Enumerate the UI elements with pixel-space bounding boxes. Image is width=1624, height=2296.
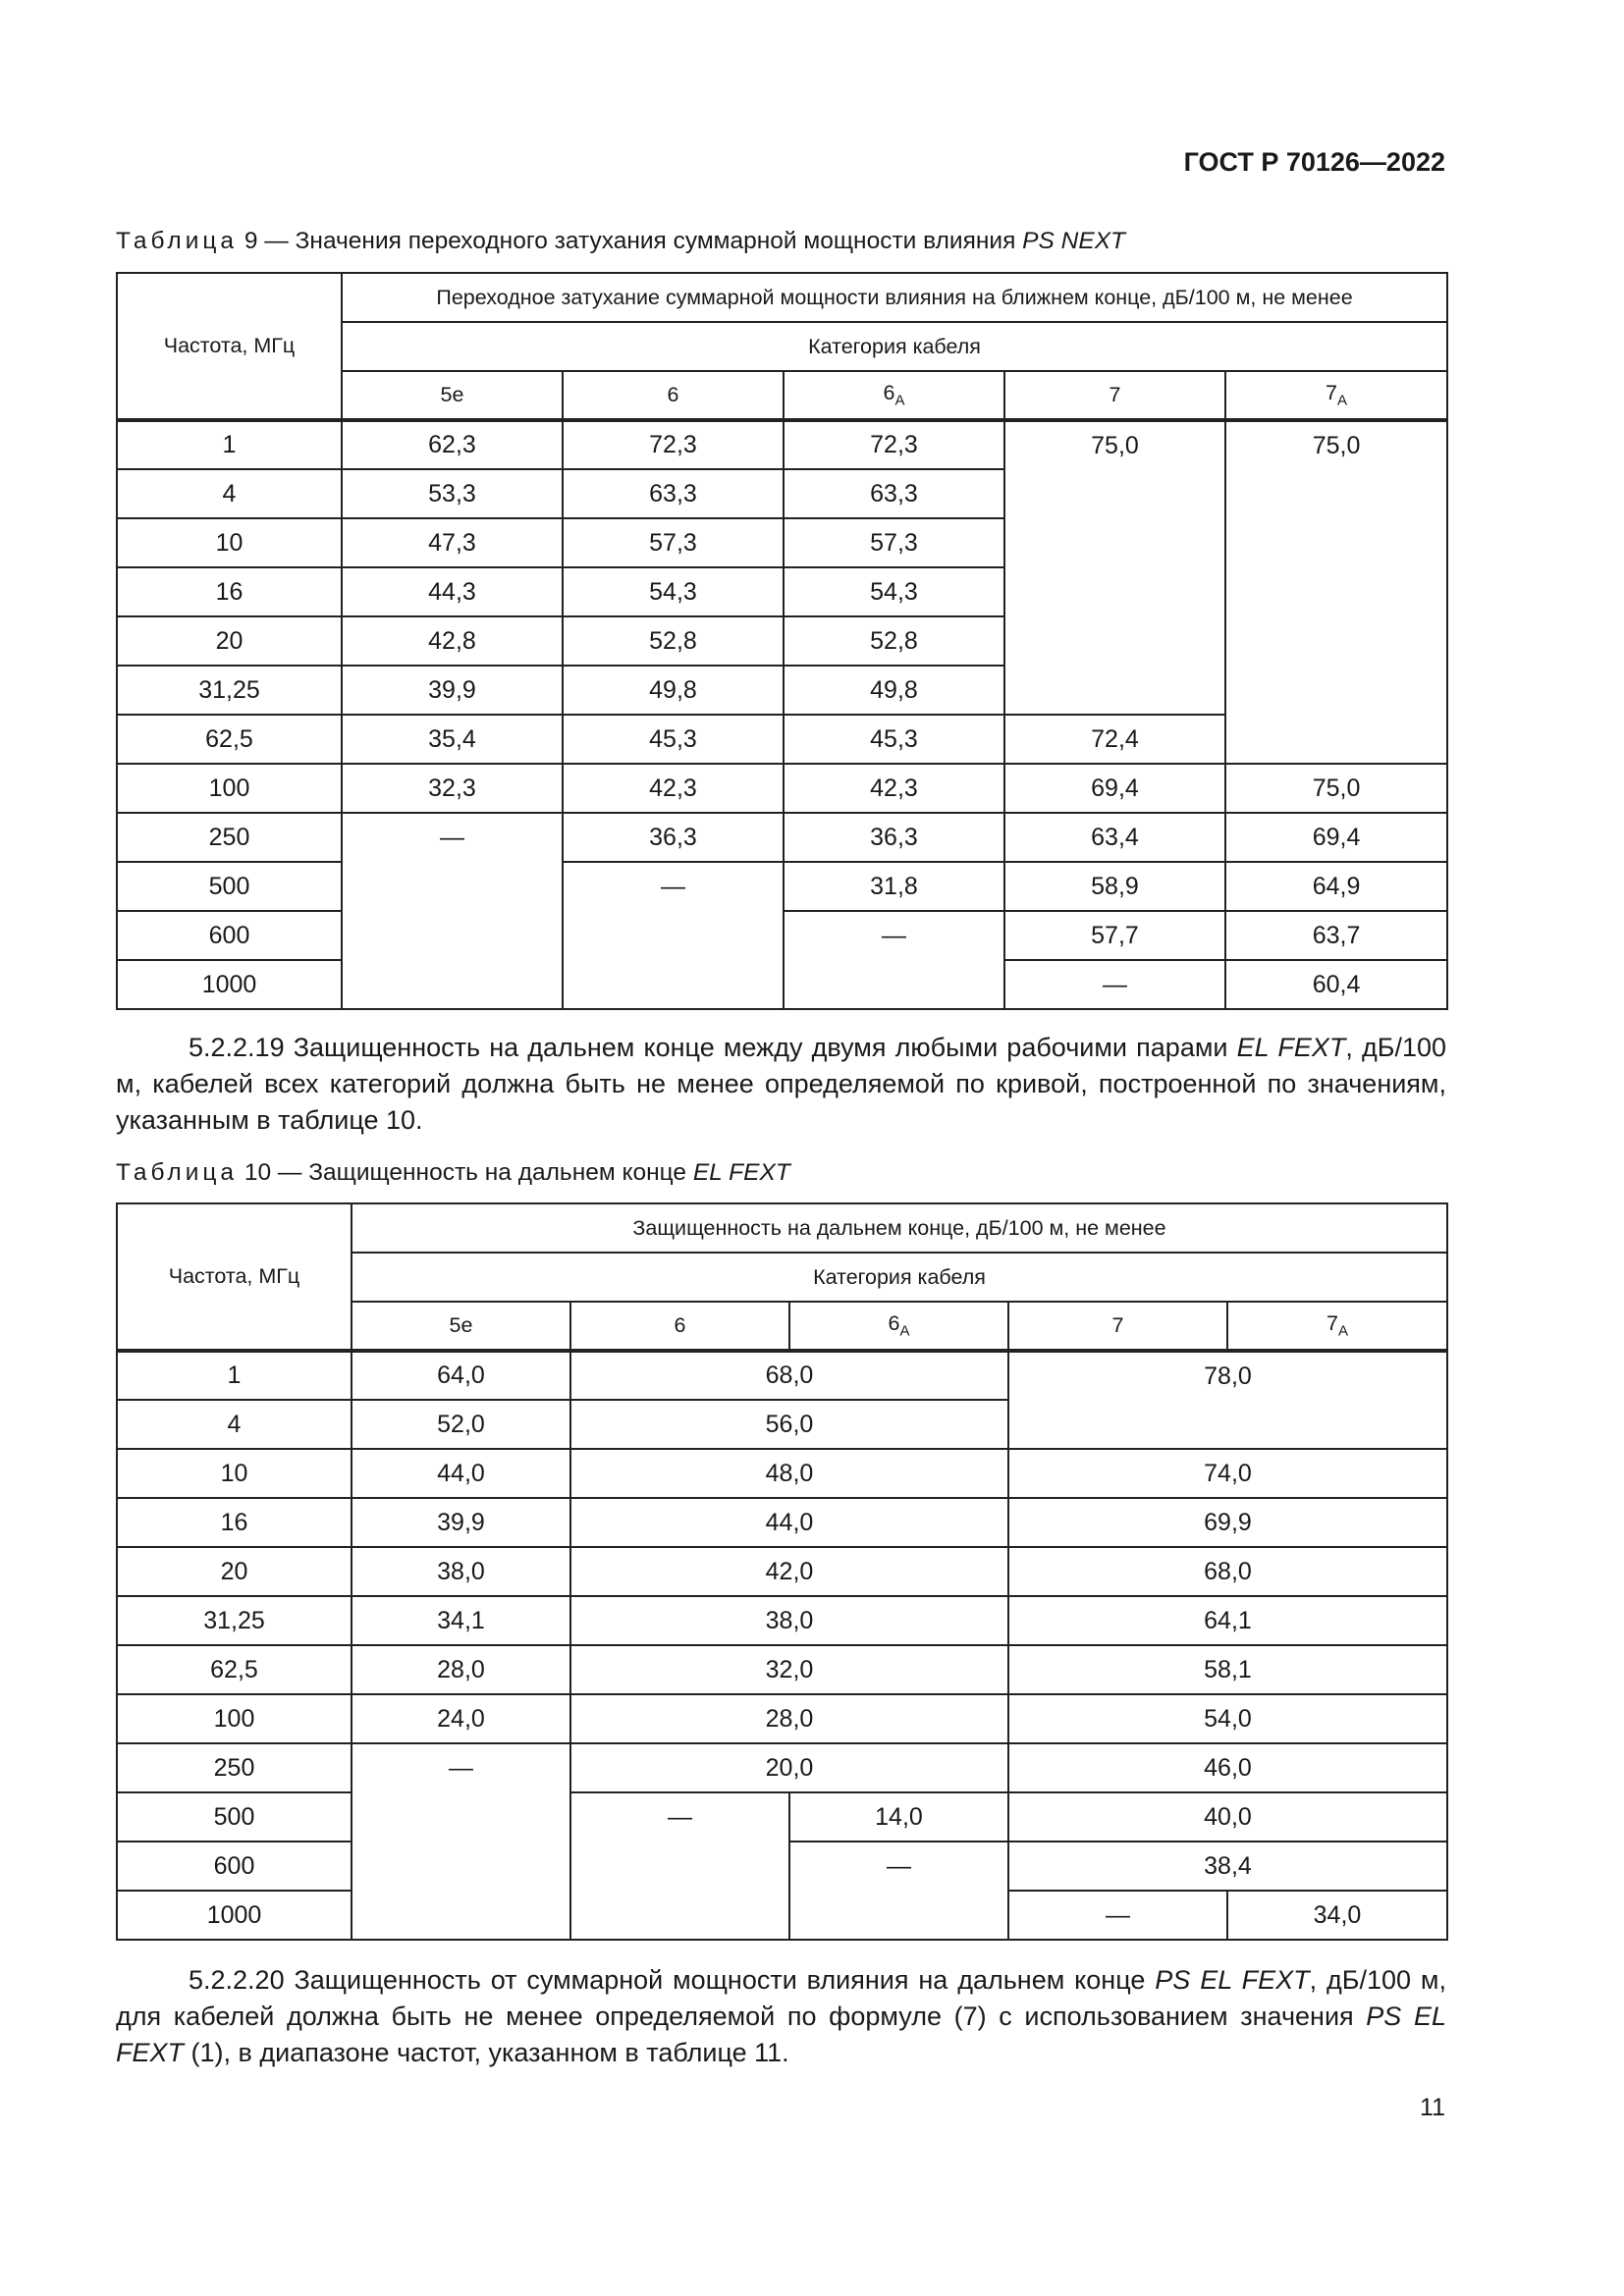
freq-header: Частота, МГц <box>117 273 342 420</box>
table-cell: 1000 <box>117 960 342 1009</box>
table-cell: 44,0 <box>570 1498 1008 1547</box>
table-cell: 64,9 <box>1225 862 1447 911</box>
table-cell: 62,3 <box>342 420 563 469</box>
table-cell: 31,8 <box>784 862 1004 911</box>
table-cell: 69,9 <box>1008 1498 1447 1547</box>
table-cell: — <box>784 911 1004 1009</box>
table-cell: 49,8 <box>784 666 1004 715</box>
table-cell: 52,8 <box>784 616 1004 666</box>
table-cell: 40,0 <box>1008 1792 1447 1842</box>
paragraph-5-2-2-20: 5.2.2.20 Защищенность от суммарной мощности влияния на дальнем конце PS EL FEXT, дБ/100 м, для кабелей должна быть не менее определяемой по формуле (7) с использованием значения PS EL FEXT (1), в диапазоне частот, указанном в таблице 11. <box>116 1965 1446 2067</box>
document-code: ГОСТ Р 70126—2022 <box>1183 147 1445 177</box>
table-cell: 34,0 <box>1227 1891 1447 1940</box>
table-row <box>117 1743 1447 1792</box>
table-cell: — <box>1004 960 1225 1009</box>
table-cell: 38,4 <box>1008 1842 1447 1891</box>
table-cell: 600 <box>117 1842 352 1891</box>
table-cell: 64,0 <box>352 1351 570 1400</box>
table-row <box>117 1596 1447 1645</box>
table-cell: 54,3 <box>563 567 784 616</box>
cat-7: 7 <box>1008 1302 1227 1351</box>
table-cell: 16 <box>117 1498 352 1547</box>
table-row <box>117 1645 1447 1694</box>
table-cell: 57,7 <box>1004 911 1225 960</box>
table-cell: 49,8 <box>563 666 784 715</box>
table-cell: 78,0 <box>1008 1351 1447 1449</box>
table-cell: 1 <box>117 1351 352 1400</box>
table-cell: 44,0 <box>352 1449 570 1498</box>
category-header: Категория кабеля <box>352 1253 1447 1302</box>
table-cell: 75,0 <box>1004 420 1225 715</box>
table-cell: 63,3 <box>563 469 784 518</box>
table-cell: 250 <box>117 813 342 862</box>
table-row <box>117 420 1447 469</box>
table-cell: 39,9 <box>342 666 563 715</box>
table-cell: 63,7 <box>1225 911 1447 960</box>
page-number: 11 <box>1420 2094 1445 2121</box>
table-row <box>117 1449 1447 1498</box>
table-cell: 42,0 <box>570 1547 1008 1596</box>
table-cell: 36,3 <box>563 813 784 862</box>
table-cell: 52,0 <box>352 1400 570 1449</box>
cat-6: 6 <box>563 371 784 420</box>
group-header: Переходное затухание суммарной мощности влияния на ближнем конце, дБ/100 м, не менее <box>342 273 1447 322</box>
table-cell: 20,0 <box>570 1743 1008 1792</box>
freq-header: Частота, МГц <box>117 1203 352 1351</box>
table-cell: 62,5 <box>117 1645 352 1694</box>
table9-caption: Таблица 9 — Значения переходного затухания суммарной мощности влияния PS NEXT <box>116 228 1126 254</box>
cat-6a: $6_A$ <box>789 1302 1008 1351</box>
table-cell: 38,0 <box>352 1547 570 1596</box>
table-cell: 63,3 <box>784 469 1004 518</box>
table-cell: 20 <box>117 1547 352 1596</box>
table-row <box>117 862 1447 911</box>
table-cell: 10 <box>117 518 342 567</box>
table-cell: 31,25 <box>117 666 342 715</box>
table-cell: 42,3 <box>784 764 1004 813</box>
table-cell: 57,3 <box>784 518 1004 567</box>
table-cell: 52,8 <box>563 616 784 666</box>
table-cell: 500 <box>117 862 342 911</box>
table-cell: 56,0 <box>570 1400 1008 1449</box>
table-cell: — <box>352 1743 570 1940</box>
cat-6a: $6_A$ <box>784 371 1004 420</box>
table-cell: 39,9 <box>352 1498 570 1547</box>
table-cell: 54,3 <box>784 567 1004 616</box>
table-cell: 100 <box>117 1694 352 1743</box>
table-cell: 58,1 <box>1008 1645 1447 1694</box>
table-cell: 1000 <box>117 1891 352 1940</box>
table-cell: 75,0 <box>1225 764 1447 813</box>
table-cell: 53,3 <box>342 469 563 518</box>
table-cell: 72,4 <box>1004 715 1225 764</box>
table-cell: 42,8 <box>342 616 563 666</box>
table-cell: 34,1 <box>352 1596 570 1645</box>
table10-caption: Таблица 10 — Защищенность на дальнем конце EL FEXT <box>116 1159 790 1186</box>
table-cell: 72,3 <box>784 420 1004 469</box>
table-cell: 64,1 <box>1008 1596 1447 1645</box>
table-cell: 60,4 <box>1225 960 1447 1009</box>
table-cell: 63,4 <box>1004 813 1225 862</box>
cat-7a: $7_A$ <box>1227 1302 1447 1351</box>
table-cell: 46,0 <box>1008 1743 1447 1792</box>
group-header: Защищенность на дальнем конце, дБ/100 м, не менее <box>352 1203 1447 1253</box>
table-row <box>117 1547 1447 1596</box>
table-cell: 69,4 <box>1004 764 1225 813</box>
table-cell: 45,3 <box>784 715 1004 764</box>
table-cell: — <box>1008 1891 1227 1940</box>
table-cell: 57,3 <box>563 518 784 567</box>
table-cell: 10 <box>117 1449 352 1498</box>
table-cell: 4 <box>117 469 342 518</box>
table-header-row <box>117 1203 1447 1253</box>
table-cell: 600 <box>117 911 342 960</box>
table-cell: 47,3 <box>342 518 563 567</box>
cat-5e: 5e <box>342 371 563 420</box>
table-cell: — <box>342 813 563 1009</box>
table-row <box>117 813 1447 862</box>
paragraph-5-2-2-19: 5.2.2.19 Защищенность на дальнем конце между двумя любыми рабочими парами EL FEXT, дБ/100 м, кабелей всех категорий должна быть не менее определяемой по кривой, построенной по значениям, указанным в таблице 10. <box>116 1033 1446 1135</box>
table-cell: 75,0 <box>1225 420 1447 764</box>
table-cell: 45,3 <box>563 715 784 764</box>
table-row <box>117 1498 1447 1547</box>
table-cell: — <box>570 1792 789 1940</box>
table-cell: 32,3 <box>342 764 563 813</box>
table-cell: 100 <box>117 764 342 813</box>
table10 <box>116 1202 1448 1941</box>
table-cell: 42,3 <box>563 764 784 813</box>
table-cell: 500 <box>117 1792 352 1842</box>
table-cell: 31,25 <box>117 1596 352 1645</box>
table-cell: 1 <box>117 420 342 469</box>
table-cell: 62,5 <box>117 715 342 764</box>
table-cell: 44,3 <box>342 567 563 616</box>
table9 <box>116 272 1448 1010</box>
cat-7: 7 <box>1004 371 1225 420</box>
table-cell: 74,0 <box>1008 1449 1447 1498</box>
table-cell: 72,3 <box>563 420 784 469</box>
cat-5e: 5e <box>352 1302 570 1351</box>
table-cell: 250 <box>117 1743 352 1792</box>
table-cell: 69,4 <box>1225 813 1447 862</box>
table-cell: 28,0 <box>352 1645 570 1694</box>
table-cell: 35,4 <box>342 715 563 764</box>
table-cell: 24,0 <box>352 1694 570 1743</box>
table-cell: 68,0 <box>1008 1547 1447 1596</box>
table-cell: 48,0 <box>570 1449 1008 1498</box>
table-cell: 38,0 <box>570 1596 1008 1645</box>
table-row <box>117 1694 1447 1743</box>
table-header-row <box>117 273 1447 322</box>
table-cell: 28,0 <box>570 1694 1008 1743</box>
table-cell: 68,0 <box>570 1351 1008 1400</box>
table-row <box>117 764 1447 813</box>
table-cell: 14,0 <box>789 1792 1008 1842</box>
table-cell: 36,3 <box>784 813 1004 862</box>
cat-6: 6 <box>570 1302 789 1351</box>
table-cell: — <box>563 862 784 1009</box>
table-cell: 20 <box>117 616 342 666</box>
table-row <box>117 1792 1447 1842</box>
table-cell: 32,0 <box>570 1645 1008 1694</box>
table-cell: 58,9 <box>1004 862 1225 911</box>
table-cell: — <box>789 1842 1008 1940</box>
table-cell: 54,0 <box>1008 1694 1447 1743</box>
category-header: Категория кабеля <box>342 322 1447 371</box>
table-cell: 16 <box>117 567 342 616</box>
table-row <box>117 1351 1447 1400</box>
cat-7a: $7_A$ <box>1225 371 1447 420</box>
table-cell: 4 <box>117 1400 352 1449</box>
